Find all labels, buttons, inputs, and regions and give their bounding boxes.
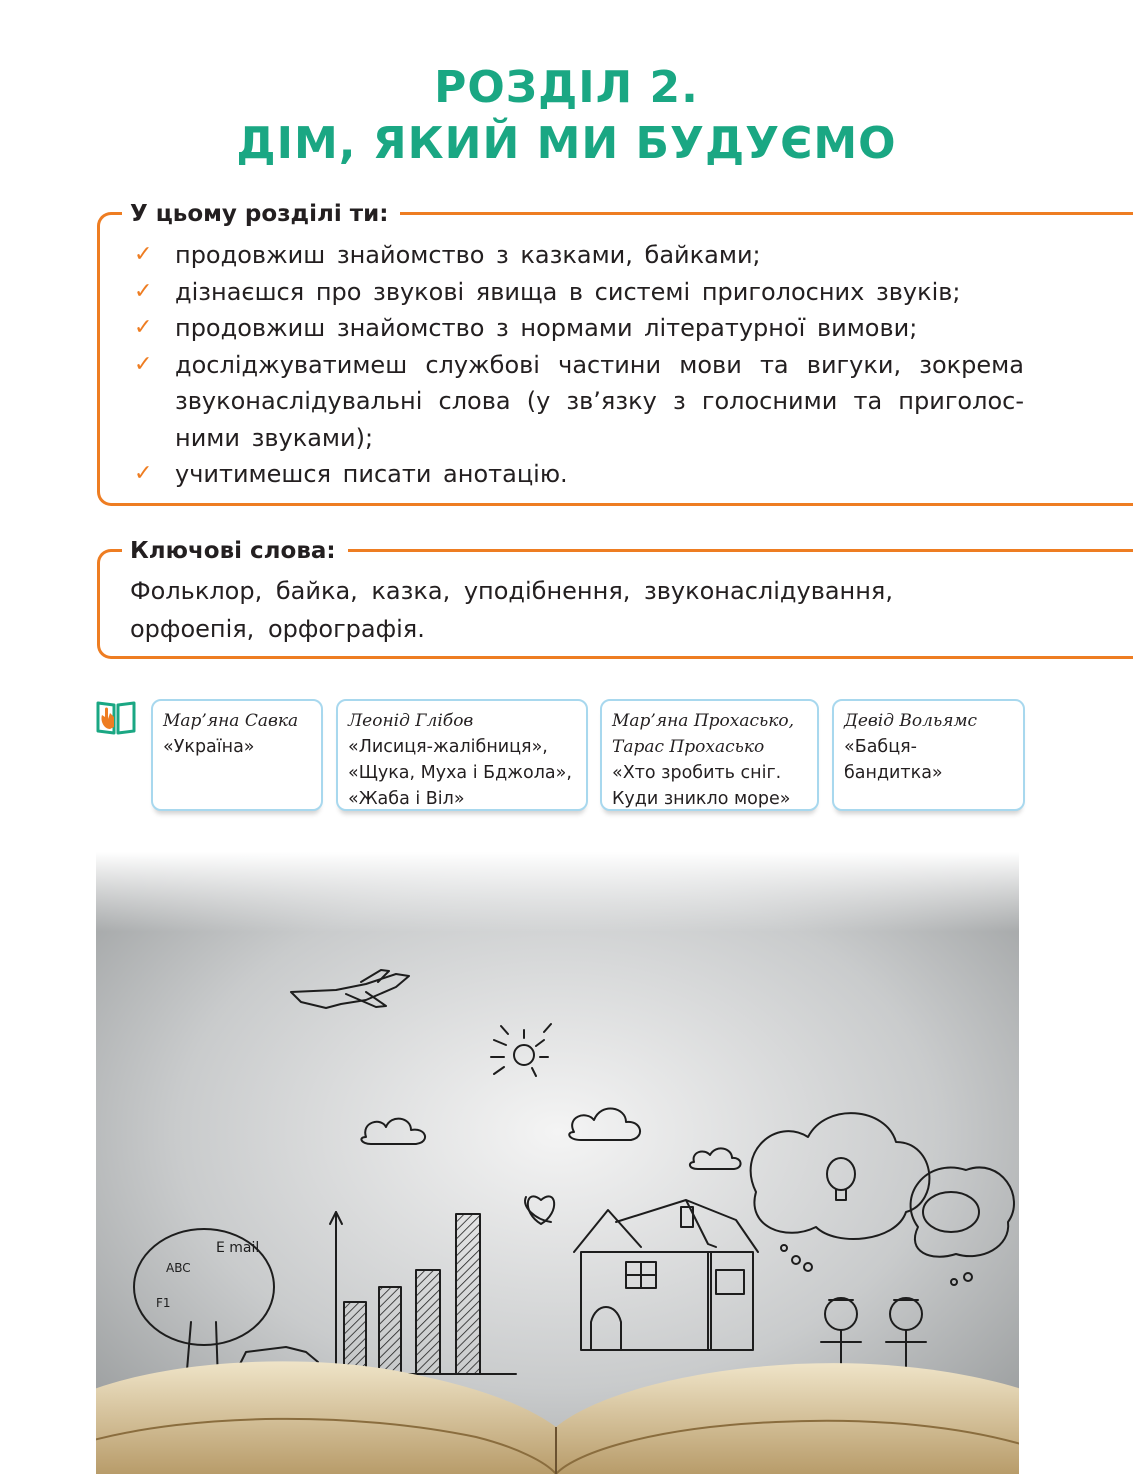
reading-card <box>151 699 323 811</box>
tree-text-abc: ABC <box>166 1261 191 1275</box>
checkmark-icon: ✓ <box>134 242 153 267</box>
card-work: «Україна» <box>163 737 255 757</box>
reading-card <box>336 699 588 811</box>
open-book-sketch-image <box>96 852 1019 1474</box>
goal-item: ✓ продовжиш знайомство з казками, байками; <box>134 237 1024 274</box>
card-author: Тарас Прохасько <box>612 737 765 757</box>
keywords-text: Фольклор, байка, казка, уподібнення, звуконаслідування, орфоепія, орфографія. <box>130 577 893 643</box>
goal-item: ✓ досліджуватимеш службові частини мови та вигуки, зокрема звуконаслідувальні слова (у зв’язку з голосними та приголосними звуками); <box>134 347 1024 457</box>
card-work: «Щука, Муха і Бджола», <box>348 763 572 783</box>
card-work: «Бабця-бандитка» <box>844 737 943 783</box>
card-author: Леонід Глібов <box>348 711 474 731</box>
chapter-title-line1: РОЗДІЛ 2. <box>434 62 699 113</box>
checkmark-icon: ✓ <box>134 351 153 377</box>
keywords-heading: Ключові слова: <box>122 537 348 565</box>
book-illustration <box>96 852 1019 1474</box>
goals-list <box>134 237 1024 493</box>
checkmark-icon: ✓ <box>134 278 153 304</box>
card-work: «Хто зробить сніг. <box>612 763 782 783</box>
checkmark-icon: ✓ <box>134 315 153 340</box>
card-work: «Лисиця-жалібниця», <box>348 737 548 757</box>
card-work: «Жаба і Віл» <box>348 789 465 809</box>
checkmark-icon: ✓ <box>134 461 153 486</box>
goal-item: ✓ учитимешся писати анотацію. <box>134 456 1024 493</box>
goal-item: ✓ продовжиш знайомство з нормами літературної вимови; <box>134 310 1024 347</box>
card-work: Куди зникло море» <box>612 789 791 809</box>
keywords-box <box>97 538 1133 659</box>
goals-box <box>97 201 1133 506</box>
tree-text-f1: F1 <box>156 1296 171 1310</box>
card-author: Мар’яна Савка <box>163 711 299 731</box>
reading-card <box>832 699 1025 811</box>
reading-card <box>600 699 819 811</box>
goals-heading: У цьому розділі ти: <box>122 200 400 228</box>
goal-item: ✓ дізнаєшся про звукові явища в системі приголосних звуків; <box>134 274 1024 311</box>
tree-text-email: E mail <box>216 1240 260 1256</box>
reading-book-icon <box>96 699 136 735</box>
card-author: Мар’яна Прохасько, <box>612 711 795 731</box>
card-author: Девід Вольямс <box>844 711 978 731</box>
chapter-title-line2: ДІМ, ЯКИЙ МИ БУДУЄМО <box>236 118 897 169</box>
